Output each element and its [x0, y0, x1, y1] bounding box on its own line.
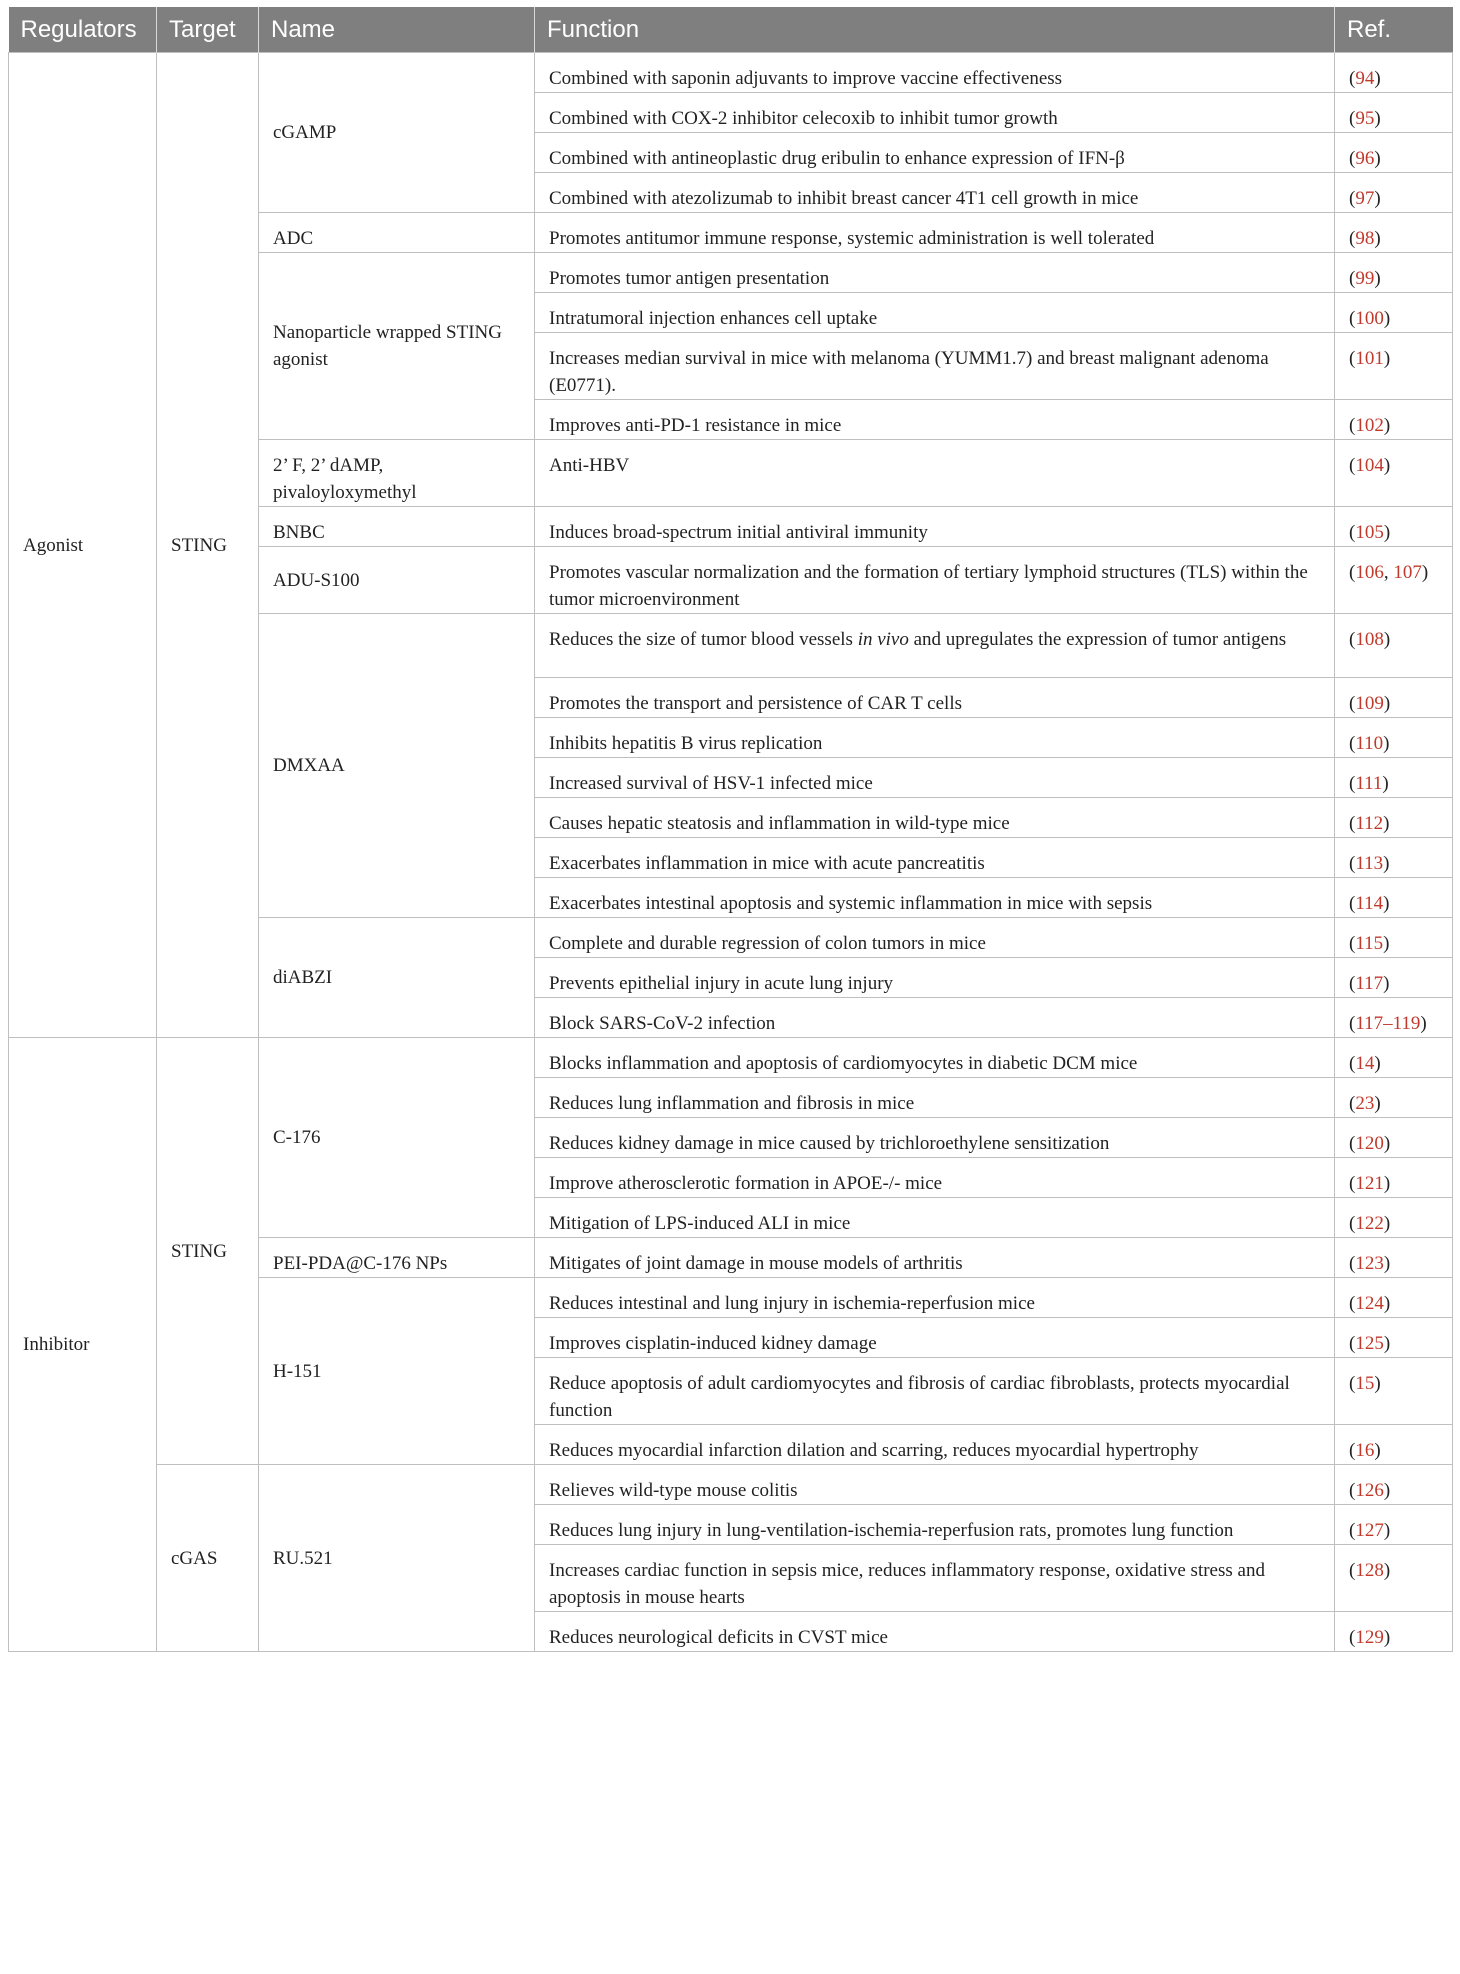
ref-link[interactable]: 123 — [1355, 1253, 1384, 1274]
ref-link[interactable]: 104 — [1355, 455, 1384, 476]
ref-cell: (97) — [1335, 173, 1453, 213]
table-row — [9, 1465, 1453, 1505]
function-cell: Improves cisplatin-induced kidney damage — [535, 1318, 1335, 1358]
function-cell: Causes hepatic steatosis and inflammation in wild-type mice — [535, 798, 1335, 838]
ref-link[interactable]: 102 — [1355, 415, 1384, 436]
ref-cell: (105) — [1335, 507, 1453, 547]
ref-cell: (121) — [1335, 1158, 1453, 1198]
ref-cell: (117–119) — [1335, 998, 1453, 1038]
ref-cell: (95) — [1335, 93, 1453, 133]
ref-cell: (15) — [1335, 1358, 1453, 1425]
ref-cell: (110) — [1335, 718, 1453, 758]
function-cell: Blocks inflammation and apoptosis of cardiomyocytes in diabetic DCM mice — [535, 1038, 1335, 1078]
function-cell: Promotes tumor antigen presentation — [535, 253, 1335, 293]
function-cell: Relieves wild-type mouse colitis — [535, 1465, 1335, 1505]
ref-cell: (127) — [1335, 1505, 1453, 1545]
function-cell: Mitigation of LPS-induced ALI in mice — [535, 1198, 1335, 1238]
ref-cell: (94) — [1335, 53, 1453, 93]
name-2f-2damp: 2’ F, 2’ dAMP, pivaloyloxymethyl — [259, 440, 535, 507]
function-cell: Increases cardiac function in sepsis mice, reduces inflammatory response, oxidative stress and apoptosis in mouse hearts — [535, 1545, 1335, 1612]
ref-cell: (117) — [1335, 958, 1453, 998]
ref-cell: (16) — [1335, 1425, 1453, 1465]
function-cell: Combined with antineoplastic drug eribulin to enhance expression of IFN-β — [535, 133, 1335, 173]
function-cell: Anti-HBV — [535, 440, 1335, 507]
function-cell: Reduces kidney damage in mice caused by trichloroethylene sensitization — [535, 1118, 1335, 1158]
function-cell: Mitigates of joint damage in mouse models of arthritis — [535, 1238, 1335, 1278]
function-text: and upregulates the expression of tumor antigens — [908, 629, 1287, 650]
function-cell: Promotes the transport and persistence of CAR T cells — [535, 678, 1335, 718]
name-adc: ADC — [259, 213, 535, 253]
function-cell: Reduces neurological deficits in CVST mice — [535, 1612, 1335, 1652]
ref-cell: (14) — [1335, 1038, 1453, 1078]
header-row — [9, 7, 1453, 53]
ref-cell: (102) — [1335, 400, 1453, 440]
ref-cell: (100) — [1335, 293, 1453, 333]
function-cell: Increases median survival in mice with melanoma (YUMM1.7) and breast malignant adenoma (E0771). — [535, 333, 1335, 400]
name-diabzi: diABZI — [259, 918, 535, 1038]
ref-link[interactable]: 98 — [1355, 228, 1375, 249]
ref-cell: (126) — [1335, 1465, 1453, 1505]
function-cell: Reduces intestinal and lung injury in ischemia-reperfusion mice — [535, 1278, 1335, 1318]
target-sting-agonist: STING — [157, 53, 259, 1038]
ref-cell: (99) — [1335, 253, 1453, 293]
table-header — [9, 7, 1453, 53]
ref-link[interactable]: 121 — [1355, 1173, 1384, 1194]
name-nanoparticle: Nanoparticle wrapped STING agonist — [259, 253, 535, 440]
function-cell: Improves anti-PD-1 resistance in mice — [535, 400, 1335, 440]
function-cell: Induces broad-spectrum initial antiviral immunity — [535, 507, 1335, 547]
function-cell: Combined with saponin adjuvants to improve vaccine effectiveness — [535, 53, 1335, 93]
function-cell — [535, 614, 1335, 678]
function-cell: Exacerbates intestinal apoptosis and systemic inflammation in mice with sepsis — [535, 878, 1335, 918]
ref-link[interactable]: 127 — [1355, 1520, 1384, 1541]
ref-cell: (111) — [1335, 758, 1453, 798]
ref-cell: (113) — [1335, 838, 1453, 878]
ref-link[interactable]: 128 — [1355, 1560, 1384, 1581]
function-cell: Reduces lung injury in lung-ventilation-ischemia-reperfusion rats, promotes lung function — [535, 1505, 1335, 1545]
header-name: Name — [259, 7, 535, 53]
ref-link[interactable]: 117–119 — [1355, 1013, 1421, 1034]
target-sting-inhibitor: STING — [157, 1038, 259, 1465]
function-cell: Improve atherosclerotic formation in APOE-/- mice — [535, 1158, 1335, 1198]
name-bnbc: BNBC — [259, 507, 535, 547]
ref-cell: (112) — [1335, 798, 1453, 838]
header-regulators: Regulators — [9, 7, 157, 53]
regulators-table-container — [8, 7, 1452, 1652]
ref-link[interactable]: 108 — [1355, 629, 1384, 650]
ref-cell: (122) — [1335, 1198, 1453, 1238]
ref-link[interactable]: 117 — [1355, 973, 1384, 994]
name-h-151: H-151 — [259, 1278, 535, 1465]
ref-link[interactable]: 99 — [1355, 268, 1375, 289]
function-cell: Increased survival of HSV-1 infected mice — [535, 758, 1335, 798]
ref-cell: (23) — [1335, 1078, 1453, 1118]
function-italic-text: in vivo — [857, 629, 909, 650]
ref-cell: (104) — [1335, 440, 1453, 507]
ref-link[interactable]: 107 — [1393, 562, 1422, 583]
ref-link[interactable]: 110 — [1355, 733, 1384, 754]
regulator-inhibitor: Inhibitor — [9, 1038, 157, 1652]
ref-link[interactable]: 23 — [1355, 1093, 1375, 1114]
ref-link[interactable]: 95 — [1355, 108, 1375, 129]
ref-link[interactable]: 15 — [1355, 1373, 1375, 1394]
function-cell: Exacerbates inflammation in mice with acute pancreatitis — [535, 838, 1335, 878]
table-body — [9, 53, 1453, 1652]
header-ref: Ref. — [1335, 7, 1453, 53]
name-dmxaa: DMXAA — [259, 614, 535, 918]
ref-link[interactable]: 126 — [1355, 1480, 1384, 1501]
name-adu-s100: ADU-S100 — [259, 547, 535, 614]
regulator-agonist: Agonist — [9, 53, 157, 1038]
function-cell: Intratumoral injection enhances cell uptake — [535, 293, 1335, 333]
function-cell: Reduce apoptosis of adult cardiomyocytes and fibrosis of cardiac fibroblasts, protects myocardial function — [535, 1358, 1335, 1425]
function-cell: Reduces myocardial infarction dilation and scarring, reduces myocardial hypertrophy — [535, 1425, 1335, 1465]
ref-link[interactable]: 122 — [1355, 1213, 1384, 1234]
ref-link[interactable]: 100 — [1355, 308, 1384, 329]
ref-link[interactable]: 111 — [1355, 773, 1383, 794]
ref-cell: (129) — [1335, 1612, 1453, 1652]
ref-link[interactable]: 109 — [1355, 693, 1384, 714]
ref-link[interactable]: 14 — [1355, 1053, 1375, 1074]
ref-link[interactable]: 125 — [1355, 1333, 1384, 1354]
name-pei-pda: PEI-PDA@C-176 NPs — [259, 1238, 535, 1278]
function-cell: Promotes antitumor immune response, systemic administration is well tolerated — [535, 213, 1335, 253]
ref-cell: (96) — [1335, 133, 1453, 173]
ref-link[interactable]: 112 — [1355, 813, 1384, 834]
ref-cell: (120) — [1335, 1118, 1453, 1158]
function-cell: Reduces lung inflammation and fibrosis in mice — [535, 1078, 1335, 1118]
ref-link[interactable]: 114 — [1355, 893, 1384, 914]
regulators-table — [8, 7, 1453, 1652]
ref-link[interactable]: 106 — [1355, 562, 1384, 583]
ref-cell: (123) — [1335, 1238, 1453, 1278]
function-cell: Combined with atezolizumab to inhibit breast cancer 4T1 cell growth in mice — [535, 173, 1335, 213]
ref-link[interactable]: 96 — [1355, 148, 1375, 169]
ref-link[interactable]: 124 — [1355, 1293, 1384, 1314]
ref-cell: (128) — [1335, 1545, 1453, 1612]
ref-link[interactable]: 113 — [1355, 853, 1384, 874]
function-cell: Prevents epithelial injury in acute lung injury — [535, 958, 1335, 998]
ref-link[interactable]: 105 — [1355, 522, 1384, 543]
function-text: Reduces the size of tumor blood vessels — [549, 629, 858, 650]
ref-link[interactable]: 94 — [1355, 68, 1375, 89]
ref-cell: (108) — [1335, 614, 1453, 678]
ref-cell: (114) — [1335, 878, 1453, 918]
ref-cell: (109) — [1335, 678, 1453, 718]
ref-link[interactable]: 120 — [1355, 1133, 1384, 1154]
table-row — [9, 1038, 1453, 1078]
ref-cell: (98) — [1335, 213, 1453, 253]
table-row — [9, 53, 1453, 93]
function-cell: Promotes vascular normalization and the formation of tertiary lymphoid structures (TLS) within the tumor microenvironment — [535, 547, 1335, 614]
function-cell: Inhibits hepatitis B virus replication — [535, 718, 1335, 758]
function-cell: Block SARS-CoV-2 infection — [535, 998, 1335, 1038]
ref-link[interactable]: 97 — [1355, 188, 1375, 209]
name-cgamp: cGAMP — [259, 53, 535, 213]
header-function: Function — [535, 7, 1335, 53]
ref-link[interactable]: 129 — [1355, 1627, 1384, 1648]
ref-cell: (106, 107) — [1335, 547, 1453, 614]
ref-cell: (124) — [1335, 1278, 1453, 1318]
name-ru-521: RU.521 — [259, 1465, 535, 1652]
name-c-176: C-176 — [259, 1038, 535, 1238]
header-target: Target — [157, 7, 259, 53]
target-cgas: cGAS — [157, 1465, 259, 1652]
ref-link[interactable]: 115 — [1355, 933, 1384, 954]
ref-link[interactable]: 16 — [1355, 1440, 1375, 1461]
ref-link[interactable]: 101 — [1355, 348, 1384, 369]
ref-cell: (125) — [1335, 1318, 1453, 1358]
function-cell: Combined with COX-2 inhibitor celecoxib to inhibit tumor growth — [535, 93, 1335, 133]
ref-cell: (101) — [1335, 333, 1453, 400]
ref-cell: (115) — [1335, 918, 1453, 958]
function-cell: Complete and durable regression of colon tumors in mice — [535, 918, 1335, 958]
